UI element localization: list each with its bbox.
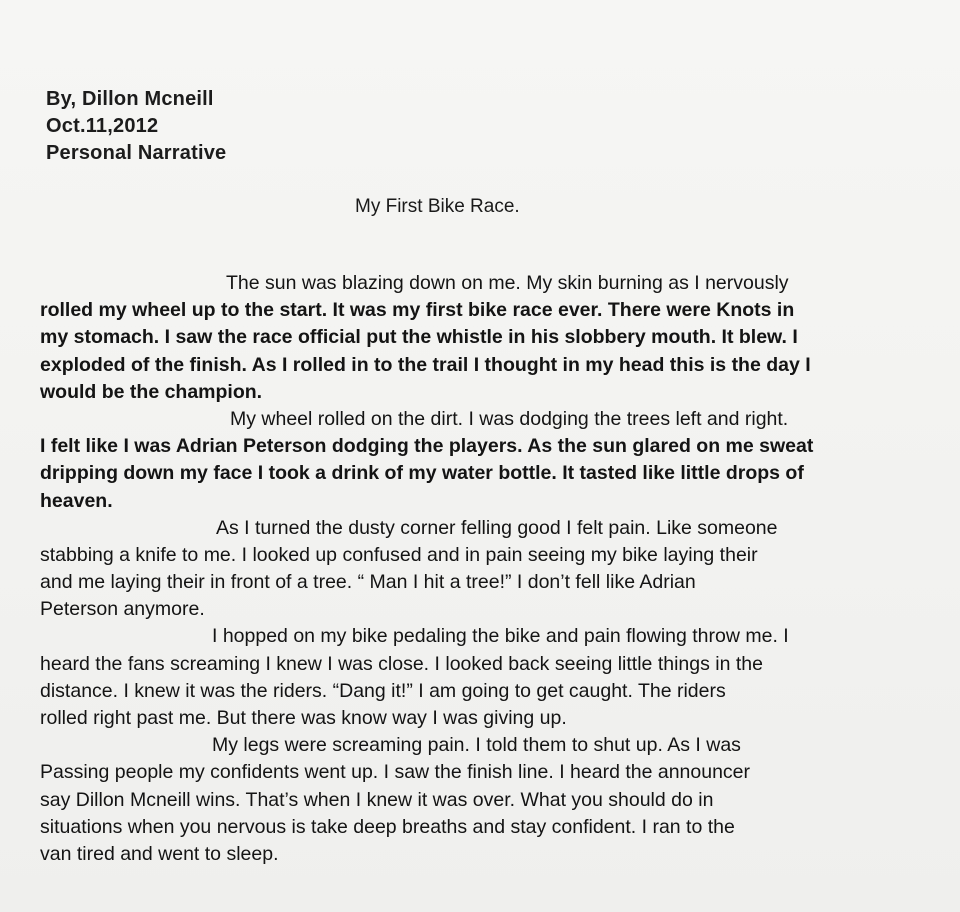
paragraph-line: stabbing a knife to me. I looked up confused and in pain seeing my bike laying their: [40, 543, 758, 566]
paragraph-line: my stomach. I saw the race official put the whistle in his slobbery mouth. It blew. I: [40, 326, 798, 349]
paragraph-line: say Dillon Mcneill wins. That’s when I knew it was over. What you should do in: [40, 788, 714, 811]
paragraph-3: [40, 515, 920, 624]
paragraph-line: and me laying their in front of a tree. “ Man I hit a tree!” I don’t fell like Adrian: [40, 571, 696, 594]
paragraph-line: Passing people my confidents went up. I saw the finish line. I heard the announcer: [40, 761, 751, 784]
essay-title: My First Bike Race.: [355, 196, 520, 217]
paragraph-line: dripping down my face I took a drink of my water bottle. It tasted like little drops of: [40, 462, 804, 485]
paragraph-4: [40, 623, 920, 732]
date-line: Oct.11,2012: [46, 115, 159, 137]
paragraph-line: The sun was blazing down on me. My skin burning as I nervously: [226, 272, 789, 294]
paragraph-5: [40, 732, 920, 868]
genre-line: Personal Narrative: [46, 142, 227, 164]
paragraph-1: [40, 270, 920, 406]
paragraph-line: would be the champion.: [40, 380, 263, 403]
paragraph-2: [40, 406, 920, 515]
paragraph-line: van tired and went to sleep.: [40, 842, 279, 865]
paragraph-line: heard the fans screaming I knew I was close. I looked back seeing little things in the: [40, 652, 763, 675]
paragraph-line: heaven.: [40, 489, 113, 512]
paragraph-line: exploded of the finish. As I rolled in to the trail I thought in my head this is the day I: [40, 353, 811, 376]
paragraph-line: As I turned the dusty corner felling good I felt pain. Like someone: [216, 516, 778, 539]
paragraph-line: distance. I knew it was the riders. “Dang it!” I am going to get caught. The riders: [40, 679, 726, 702]
essay-body: [40, 270, 920, 868]
paragraph-line: rolled my wheel up to the start. It was my first bike race ever. There were Knots in: [40, 299, 795, 322]
paragraph-line: My legs were screaming pain. I told them to shut up. As I was: [212, 734, 741, 757]
paragraph-line: Peterson anymore.: [40, 598, 205, 621]
paragraph-line: I felt like I was Adrian Peterson dodging the players. As the sun glared on me sweat: [40, 435, 814, 458]
paragraph-line: I hopped on my bike pedaling the bike and pain flowing throw me. I: [212, 625, 789, 648]
paragraph-line: situations when you nervous is take deep breaths and stay confident. I ran to the: [40, 815, 735, 838]
author-line: By, Dillon Mcneill: [46, 88, 214, 110]
paragraph-line: rolled right past me. But there was know way I was giving up.: [40, 707, 567, 729]
paragraph-line: My wheel rolled on the dirt. I was dodging the trees left and right.: [230, 407, 789, 430]
document-header: [46, 86, 226, 167]
